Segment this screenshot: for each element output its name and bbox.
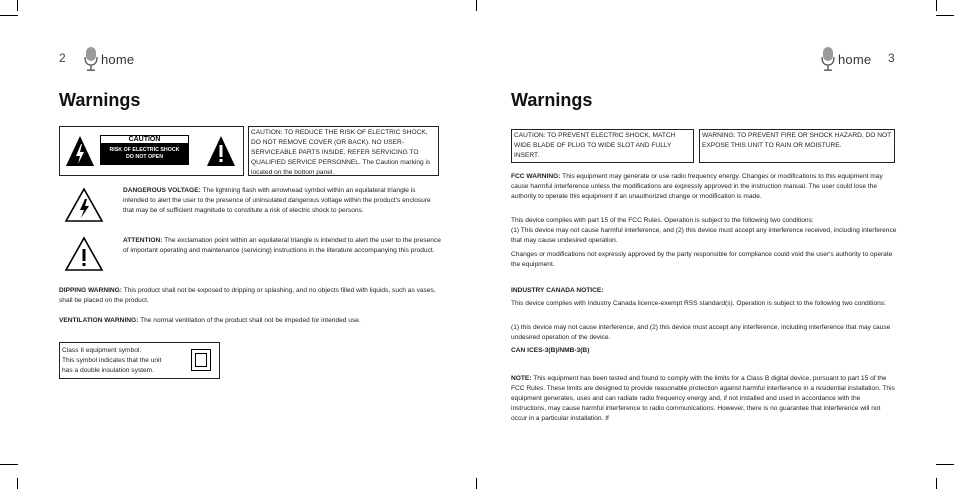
brand-logo-left	[84, 46, 134, 72]
page-title-right: Warnings	[511, 90, 593, 110]
plug-caution-box	[511, 129, 694, 163]
moisture-warning-text: WARNING: TO PREVENT FIRE OR SHOCK HAZARD, DO NOT EXPOSE THIS UNIT TO RAIN OR MOISTURE.	[702, 132, 892, 149]
dipping-warning-text: This product shall not be exposed to dripping or splashing, and no objects filled with liquids, such as vases, shall be placed on the product.	[59, 287, 436, 304]
crop-mark	[17, 478, 18, 489]
caution-sticker	[100, 135, 189, 165]
exclamation-triangle-icon	[64, 236, 104, 272]
page-title-left: Warnings	[59, 90, 141, 110]
crop-mark	[0, 15, 18, 16]
class2-line2: This symbol indicates that the unit	[62, 357, 162, 364]
ic-conditions-paragraph: (1) this device may not cause interference, and (2) this device must accept any interference, including interference that may cause undesired operation of the device.	[511, 324, 891, 341]
ic-heading: INDUSTRY CANADA NOTICE:	[511, 287, 604, 294]
ventilation-warning-paragraph	[59, 316, 439, 326]
page-number-right: 3	[888, 51, 895, 65]
caution-label-box	[59, 126, 244, 176]
logo-wordmark: home	[838, 51, 872, 67]
note-paragraph	[511, 374, 897, 424]
caution-sticker-line2: DO NOT OPEN	[125, 154, 164, 160]
crop-mark	[936, 478, 937, 489]
fcc-warning-text: This equipment may generate or use radio frequency energy. Changes or modifications to this equipment may cause harmful interference unless the modifications are expressly approved in the instruction manual. The user could lose the authority to operate this equipment if an unauthorized change or modification is made.	[511, 173, 883, 200]
plug-caution-text: CAUTION: TO PREVENT ELECTRIC SHOCK, MATCH WIDE BLADE OF PLUG TO WIDE SLOT AND FULLY INSERT.	[514, 132, 676, 159]
crop-mark	[476, 0, 477, 11]
crop-mark	[476, 478, 477, 489]
note-text: This equipment has been tested and found to comply with the limits for a Class B digital device, pursuant to part 15 of the FCC Rules. These limits are designed to provide reasonable protection against harmful interference in a residential installation. This equipment generates, uses and can radiate radio frequency energy and, if not installed and used in accordance with the instructions, may cause harmful interference to radio communications. However, there is no guarantee that interference will not occur in a particular installation. If	[511, 375, 895, 422]
moisture-warning-box	[699, 129, 895, 163]
caution-text-box	[248, 126, 439, 176]
double-square-icon	[191, 349, 211, 371]
fcc-warning-label: FCC WARNING:	[511, 173, 561, 180]
note-label: NOTE:	[511, 375, 532, 382]
dangerous-voltage-paragraph	[123, 186, 441, 216]
brand-logo-right	[821, 46, 871, 72]
attention-text: The exclamation point within an equilateral triangle is intended to alert the user to the presence of important operating and maintenance (servicing) instructions in the literature accompanying this product.	[123, 237, 441, 254]
caution-sticker-line1: RISK OF ELECTRIC SHOCK	[109, 147, 180, 153]
crop-mark	[17, 0, 18, 11]
crop-mark	[936, 0, 937, 11]
dipping-warning-paragraph	[59, 286, 439, 306]
lightning-triangle-icon	[64, 187, 104, 223]
caution-text: CAUTION: TO REDUCE THE RISK OF ELECTRIC SHOCK, DO NOT REMOVE COVER (OR BACK). NO USER-SERVICEABLE PARTS INSIDE. REFER SERVICING TO QUALIFIED SERVICE PERSONNEL. The Caution marking is located on the bottom panel.	[251, 129, 431, 176]
microphone-icon	[821, 46, 835, 72]
ic-compliance-paragraph: This device complies with Industry Canada licence-exempt RSS standard(s). Operation is subject to the following two conditions:	[511, 300, 886, 307]
fcc-compliance-paragraph: This device complies with part 15 of the FCC Rules. Operation is subject to the following two conditions:	[511, 217, 814, 224]
ventilation-warning-text: The normal ventilation of the product shall not be impeded for intended use.	[140, 317, 361, 324]
dipping-warning-label: DIPPING WARNING:	[59, 287, 123, 294]
crop-mark	[936, 464, 954, 465]
dangerous-voltage-label: DANGEROUS VOLTAGE:	[123, 187, 201, 194]
ventilation-warning-label: VENTILATION WARNING:	[59, 317, 139, 324]
crop-mark	[936, 15, 954, 16]
class2-line1: Class II equipment symbol.	[62, 347, 142, 354]
attention-label: ATTENTION:	[123, 237, 163, 244]
logo-wordmark: home	[101, 51, 135, 67]
class2-line3: has a double insulation system.	[62, 367, 155, 374]
crop-mark	[0, 464, 18, 465]
fcc-conditions-paragraph: (1) This device may not cause harmful interference, and (2) this device must accept any interference received, including interference that may cause undesired operation.	[511, 227, 897, 244]
attention-paragraph	[123, 236, 441, 256]
ic-code: CAN ICES-3(B)/NMB-3(B)	[511, 347, 590, 354]
page-number-left: 2	[59, 51, 66, 65]
lightning-warning-icon	[65, 134, 95, 168]
class2-box	[59, 342, 220, 379]
fcc-warning-paragraph	[511, 172, 897, 202]
caution-sticker-text	[100, 146, 189, 161]
caution-sticker-title: CAUTION	[100, 135, 189, 144]
exclamation-warning-icon	[206, 134, 236, 168]
fcc-changes-paragraph: Changes or modifications not expressly approved by the party responsible for compliance could void the user's authority to operate the equipment.	[511, 251, 893, 268]
microphone-icon	[84, 46, 98, 72]
dangerous-voltage-text: The lightning flash with arrowhead symbol within an equilateral triangle is intended to alert the user to the presence of uninsulated dangerous voltage within the product's enclosure that may be of sufficient magnitude to constitute a risk of electric shock to persons.	[123, 187, 431, 214]
